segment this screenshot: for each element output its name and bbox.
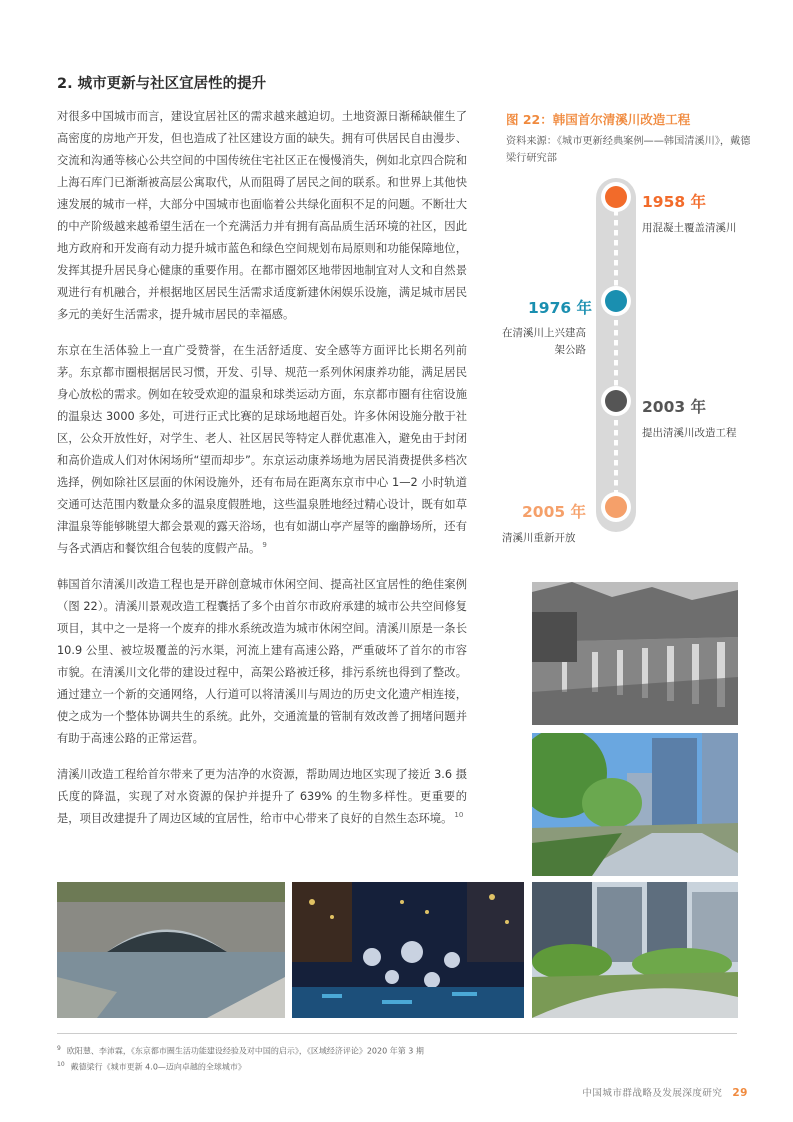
footer-label: 中国城市群战略及发展深度研究 <box>582 1088 723 1099</box>
timeline-desc-1958: 用混凝土覆盖清溪川 <box>642 222 737 234</box>
page-number: 29 <box>732 1087 748 1099</box>
paragraph-urban-livability: 对很多中国城市而言，建设宜居社区的需求越来越迫切。土地资源日渐稀缺催生了高密度的房地产开发，但也造成了社区建设方面的缺失。拥有可供居民自由漫步、交流和沟通等核心公共空间的中国传统住宅社区正在慢慢消失，例如北京四合院和上海石库门已渐渐被高层公寓取代，从而阻碍了居民之间的联系。和世界上其他快速发展的城市一样，大部分中国城市也面临着公共绿化面积不足的问题。不断壮大的中产阶级越来越希望生活在一个充满活力并有拥有高品质生活环境的社区，因此地方政府和开发商有动力提升城市蓝色和绿色空间规划布局原则和功能保障地位，发挥其提升居民身心健康的重要作用。在都市圈郊区地带因地制宜对人文和自然景观进行有机融合，并根据地区居民生活需求适度新建休闲娱乐设施，满足城市居民多元的美好生活需求，提升城市居民的幸福感。 <box>57 110 467 321</box>
timeline-desc-1976: 在清溪川上兴建高架公路 <box>502 327 586 356</box>
timeline-dashed-line <box>614 190 618 520</box>
timeline-dot-1958 <box>605 186 627 208</box>
timeline-dot-2003 <box>605 390 627 412</box>
photo-city-walkway <box>532 882 738 1018</box>
paragraph-benefits <box>57 764 467 830</box>
timeline-desc-2005: 清溪川重新开放 <box>502 532 576 544</box>
page-footer <box>582 1085 748 1099</box>
photo-stone-bridge <box>57 882 285 1018</box>
paragraph-tokyo-text: 东京在生活体验上一直广受赞誉，在生活舒适度、安全感等方面评比长期名列前茅。东京都市圈根据居民习惯，开发、引导、规范一系列休闲康养功能，满足居民身心放松的需求。例如在较受欢迎的温泉和球类运动方面，东京都市圈有往宿设施的温泉达 3000 多处，可进行正式比赛的足球场地超百处。许多休闲设施分散于社区，公众开放性好，对学生、老人、社区居民等特定人群优惠准入，避免由于封闭和高价造成人们对休闲场所“望而却步”。东京运动康养场地为居民消费提供多档次选择，例如除社区层面的休闲设施外，还有布局在距离东京市中心 1—2 小时轨道交通可达范围内数量众多的温泉度假胜地，这些温泉胜地经过精心设计，既有如草津温泉等能够眺望大都会景观的露天浴场，也有如湖山亭产屋等的幽静场所，还有与各式酒店和餐饮组合包装的度假产品。 <box>57 344 467 555</box>
section-title: 2. 城市更新与社区宜居性的提升 <box>57 76 267 92</box>
footnote-divider <box>57 1033 737 1034</box>
footnote-9: $^9$ 欧阳慧、李沛霖，《东京都市圈生活功能建设经验及对中国的启示》，《区域经济评论》2020 年第 3 期 <box>57 1045 424 1056</box>
timeline-year-1958: 1958 年 <box>642 193 707 211</box>
footnote-ref-10[interactable]: 10 <box>454 811 464 820</box>
paragraph-tokyo <box>57 340 467 560</box>
timeline-desc-2003: 提出清溪川改造工程 <box>642 427 737 439</box>
figure-title: 图 22：韩国首尔清溪川改造工程 <box>506 112 691 127</box>
photo-restored-stream <box>532 733 738 876</box>
timeline-dot-1976 <box>605 290 627 312</box>
paragraph-benefits-text: 清溪川改造工程给首尔带来了更为洁净的水资源，帮助周边地区实现了接近 3.6 摄氏度的降温，实现了对水资源的保护并提升了 639% 的生物多样性。更重要的是，项目改建提升了周边区域的宜居性，给市中心带来了良好的自然生态环境。 <box>57 768 467 825</box>
footnote-ref-9[interactable]: 9 <box>262 541 267 550</box>
timeline-year-2005: 2005 年 <box>522 503 587 521</box>
timeline-year-2003: 2003 年 <box>642 398 707 416</box>
timeline-dot-2005 <box>605 496 627 518</box>
photo-historical-stream <box>532 582 738 725</box>
footnotes <box>57 1042 424 1073</box>
footnote-10: $^{10}$ 戴德梁行《城市更新 4.0—迈向卓越的全球城市》 <box>57 1060 246 1072</box>
paragraph-cheonggyecheon: 韩国首尔清溪川改造工程也是开辟创意城市休闲空间、提高社区宜居性的绝佳案例（图 22）。清溪川景观改造工程囊括了多个由首尔市政府承建的城市公共空间修复项目，其中之一是将一个废弃的排水系统改造为城市休闲空间。清溪川原是一条长 10.9 公里、被垃圾覆盖的污水渠，河流上建有高速公路，严重破坏了首尔的市容市貌。在清溪川文化带的建设过程中，高架公路被迁移，排污系统也得到了整改。通过建立一个新的交通网络，人行道可以将清溪川与周边的历史文化遗产相连接，使之成为一个整体协调共生的系统。此外，交通流量的管制有效改善了拥堵问题并有助于高速公路的正常运营。 <box>57 578 467 745</box>
figure-source: 资料来源：《城市更新经典案例——韩国清溪川》，戴德梁行研究部 <box>506 136 751 164</box>
body-text <box>57 106 467 844</box>
photo-night-festival <box>292 882 524 1018</box>
timeline-year-1976: 1976 年 <box>528 299 593 317</box>
